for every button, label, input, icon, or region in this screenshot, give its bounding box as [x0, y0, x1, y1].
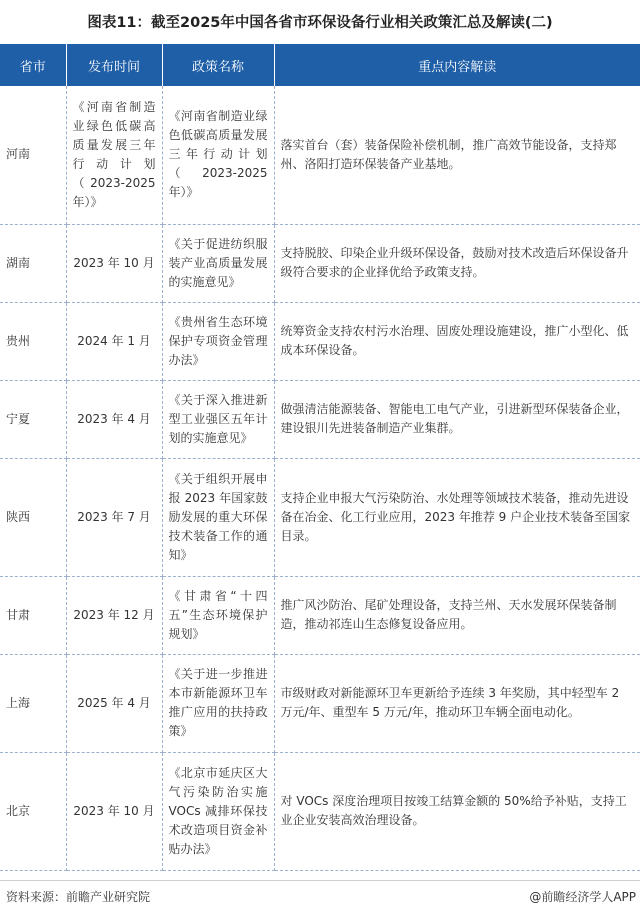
cell-province: 上海: [0, 654, 66, 752]
cell-province: 陕西: [0, 458, 66, 576]
cell-key-content: 做强清洁能源装备、智能电工电气产业，引进新型环保装备企业，建设银川先进装备制造产业集群。: [274, 380, 640, 458]
cell-province: 湖南: [0, 224, 66, 302]
cell-key-content: 落实首台（套）装备保险补偿机制，推广高效节能设备，支持郑州、洛阳打造环保装备产业基地。: [274, 86, 640, 224]
cell-province: 甘肃: [0, 576, 66, 654]
table-row: [0, 576, 640, 654]
cell-policy-name: 《关于促进纺织服装产业高质量发展的实施意见》: [162, 224, 274, 302]
cell-policy-name: 《关于深入推进新型工业强区五年计划的实施意见》: [162, 380, 274, 458]
brand-credit: @前瞻经济学人APP: [529, 890, 636, 904]
cell-province: 河南: [0, 86, 66, 224]
table-row: [0, 380, 640, 458]
cell-province: 贵州: [0, 302, 66, 380]
header-policy-name: 政策名称: [162, 44, 274, 86]
cell-policy-name: 《关于进一步推进本市新能源环卫车推广应用的扶持政策》: [162, 654, 274, 752]
table-row: [0, 654, 640, 752]
table-row: [0, 752, 640, 870]
table-row: [0, 86, 640, 224]
cell-time: 2023 年 12 月: [66, 576, 162, 654]
cell-time: 2025 年 4 月: [66, 654, 162, 752]
cell-key-content: 支持企业申报大气污染防治、水处理等领域技术装备，推动先进设备在冶金、化工行业应用，2023 年推荐 9 户企业技术装备至国家目录。: [274, 458, 640, 576]
header-time: 发布时间: [66, 44, 162, 86]
table-header-row: [0, 44, 640, 86]
cell-key-content: 对 VOCs 深度治理项目按竣工结算金额的 50%给予补贴，支持工业企业安装高效治理设备。: [274, 752, 640, 870]
cell-key-content: 推广风沙防治、尾矿处理设备，支持兰州、天水发展环保装备制造，推动祁连山生态修复设备应用。: [274, 576, 640, 654]
cell-policy-name: 《甘肃省“十四五”生态环境保护规划》: [162, 576, 274, 654]
footer: [0, 880, 640, 911]
cell-policy-name: 《关于组织开展申报 2023 年国家鼓励发展的重大环保技术装备工作的通知》: [162, 458, 274, 576]
cell-key-content: 支持脱胶、印染企业升级环保设备，鼓励对技术改造后环保设备升级符合要求的企业择优给予政策支持。: [274, 224, 640, 302]
cell-policy-name: 《河南省制造业绿色低碳高质量发展三年行动计划（2023-2025年）》: [162, 86, 274, 224]
cell-time: 2024 年 1 月: [66, 302, 162, 380]
page-title: 图表11：截至2025年中国各省市环保设备行业相关政策汇总及解读(二): [87, 14, 553, 31]
cell-time: 2023 年 10 月: [66, 224, 162, 302]
cell-policy-name: 《贵州省生态环境保护专项资金管理办法》: [162, 302, 274, 380]
cell-time: 2023 年 4 月: [66, 380, 162, 458]
cell-province: 宁夏: [0, 380, 66, 458]
source-note: 资料来源：前瞻产业研究院: [6, 890, 151, 904]
cell-key-content: 统筹资金支持农村污水治理、固废处理设施建设，推广小型化、低成本环保设备。: [274, 302, 640, 380]
cell-time: 2023 年 10 月: [66, 752, 162, 870]
table-row: [0, 224, 640, 302]
header-province: 省市: [0, 44, 66, 86]
cell-time: 《河南省制造业绿色低碳高质量发展三年行动计划（2023-2025年）》: [66, 86, 162, 224]
policy-table: [0, 44, 640, 871]
cell-province: 北京: [0, 752, 66, 870]
header-key-content: 重点内容解读: [274, 44, 640, 86]
table-row: [0, 302, 640, 380]
cell-policy-name: 《北京市延庆区大气污染防治实施VOCs 减排环保技术改造项目资金补贴办法》: [162, 752, 274, 870]
cell-time: 2023 年 7 月: [66, 458, 162, 576]
table-row: [0, 458, 640, 576]
cell-key-content: 市级财政对新能源环卫车更新给予连续 3 年奖励，其中轻型车 2 万元/年、重型车 5 万元/年，推动环卫车辆全面电动化。: [274, 654, 640, 752]
